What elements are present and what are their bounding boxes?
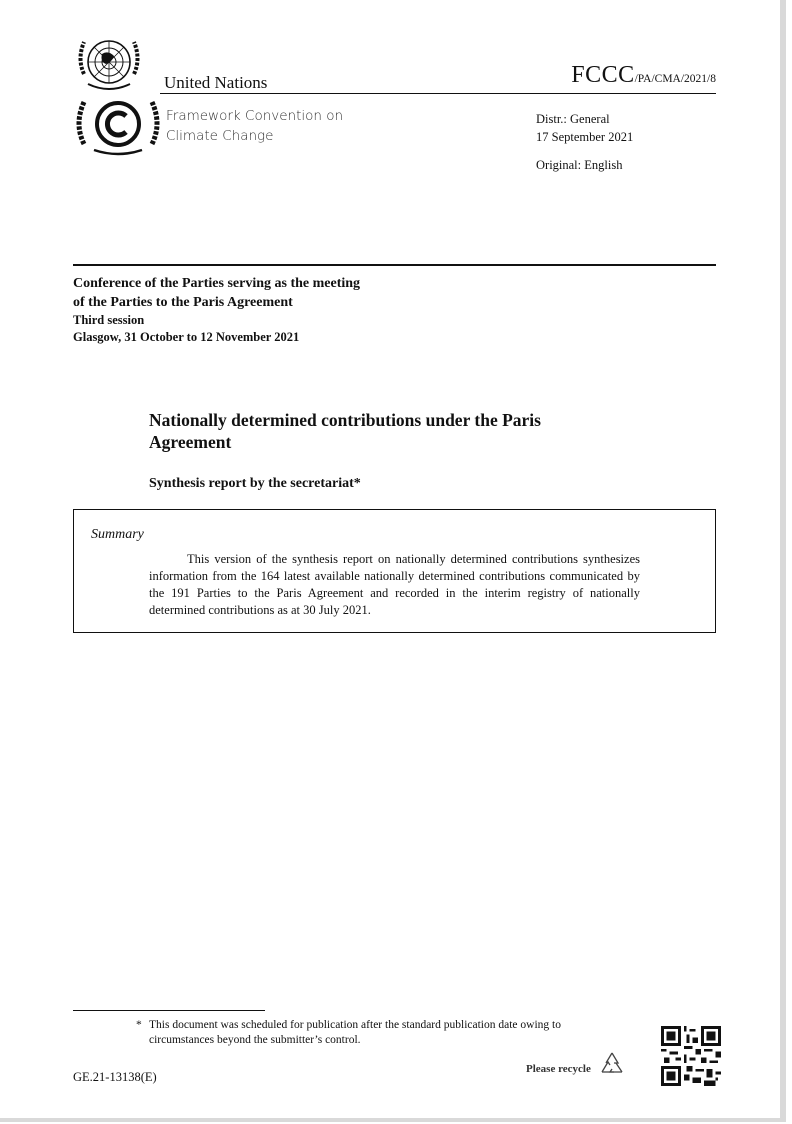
header-divider	[160, 93, 716, 94]
session-info	[73, 312, 299, 346]
qr-code-icon	[661, 1026, 721, 1086]
distribution: Distr.: General	[536, 112, 610, 126]
footnote-divider	[73, 1010, 265, 1011]
convention-line-1: Framework Convention on	[166, 108, 344, 124]
job-number: GE.21-13138(E)	[73, 1070, 157, 1084]
recycle-icon	[598, 1050, 626, 1078]
document-subtitle: Synthesis report by the secretariat*	[149, 476, 361, 491]
distribution-block	[536, 110, 633, 146]
original-language: Original: English	[536, 158, 623, 172]
footnote-text: This document was scheduled for publication after the standard publication date owing to circumstances beyond the submitter’s control.	[149, 1019, 561, 1046]
convention-line-2: Climate Change	[166, 128, 274, 144]
document-title: Nationally determined contributions under the Paris Agreement	[149, 410, 541, 452]
org-name: United Nations	[164, 73, 268, 92]
meeting-line-2: of the Parties to the Paris Agreement	[73, 295, 293, 310]
symbol-suffix: /PA/CMA/2021/8	[634, 73, 716, 85]
venue-dates: Glasgow, 31 October to 12 November 2021	[73, 330, 300, 344]
symbol-main: FCCC	[571, 62, 635, 88]
convention-name	[166, 106, 343, 146]
recycle-label: Please recycle	[526, 1063, 591, 1075]
footnote	[136, 1018, 596, 1048]
summary-heading: Summary	[91, 527, 144, 542]
unfccc-logo-icon	[72, 94, 162, 156]
un-emblem-icon	[74, 34, 144, 94]
summary-text: This version of the synthesis report on nationally determined contributions synthesizes information from the 164 latest available nationally determined contributions communicated by the 191 Parties to the Paris Agreement and recorded in the interim registry of nationally determined contributions as at 30 July 2021.	[149, 552, 640, 617]
section-divider	[73, 264, 716, 266]
meeting-line-1: Conference of the Parties serving as the meeting	[73, 276, 361, 291]
meeting-title	[73, 274, 360, 312]
document-symbol	[571, 62, 716, 89]
footnote-mark: *	[136, 1019, 142, 1031]
session-number: Third session	[73, 313, 145, 327]
issue-date: 17 September 2021	[536, 130, 634, 144]
